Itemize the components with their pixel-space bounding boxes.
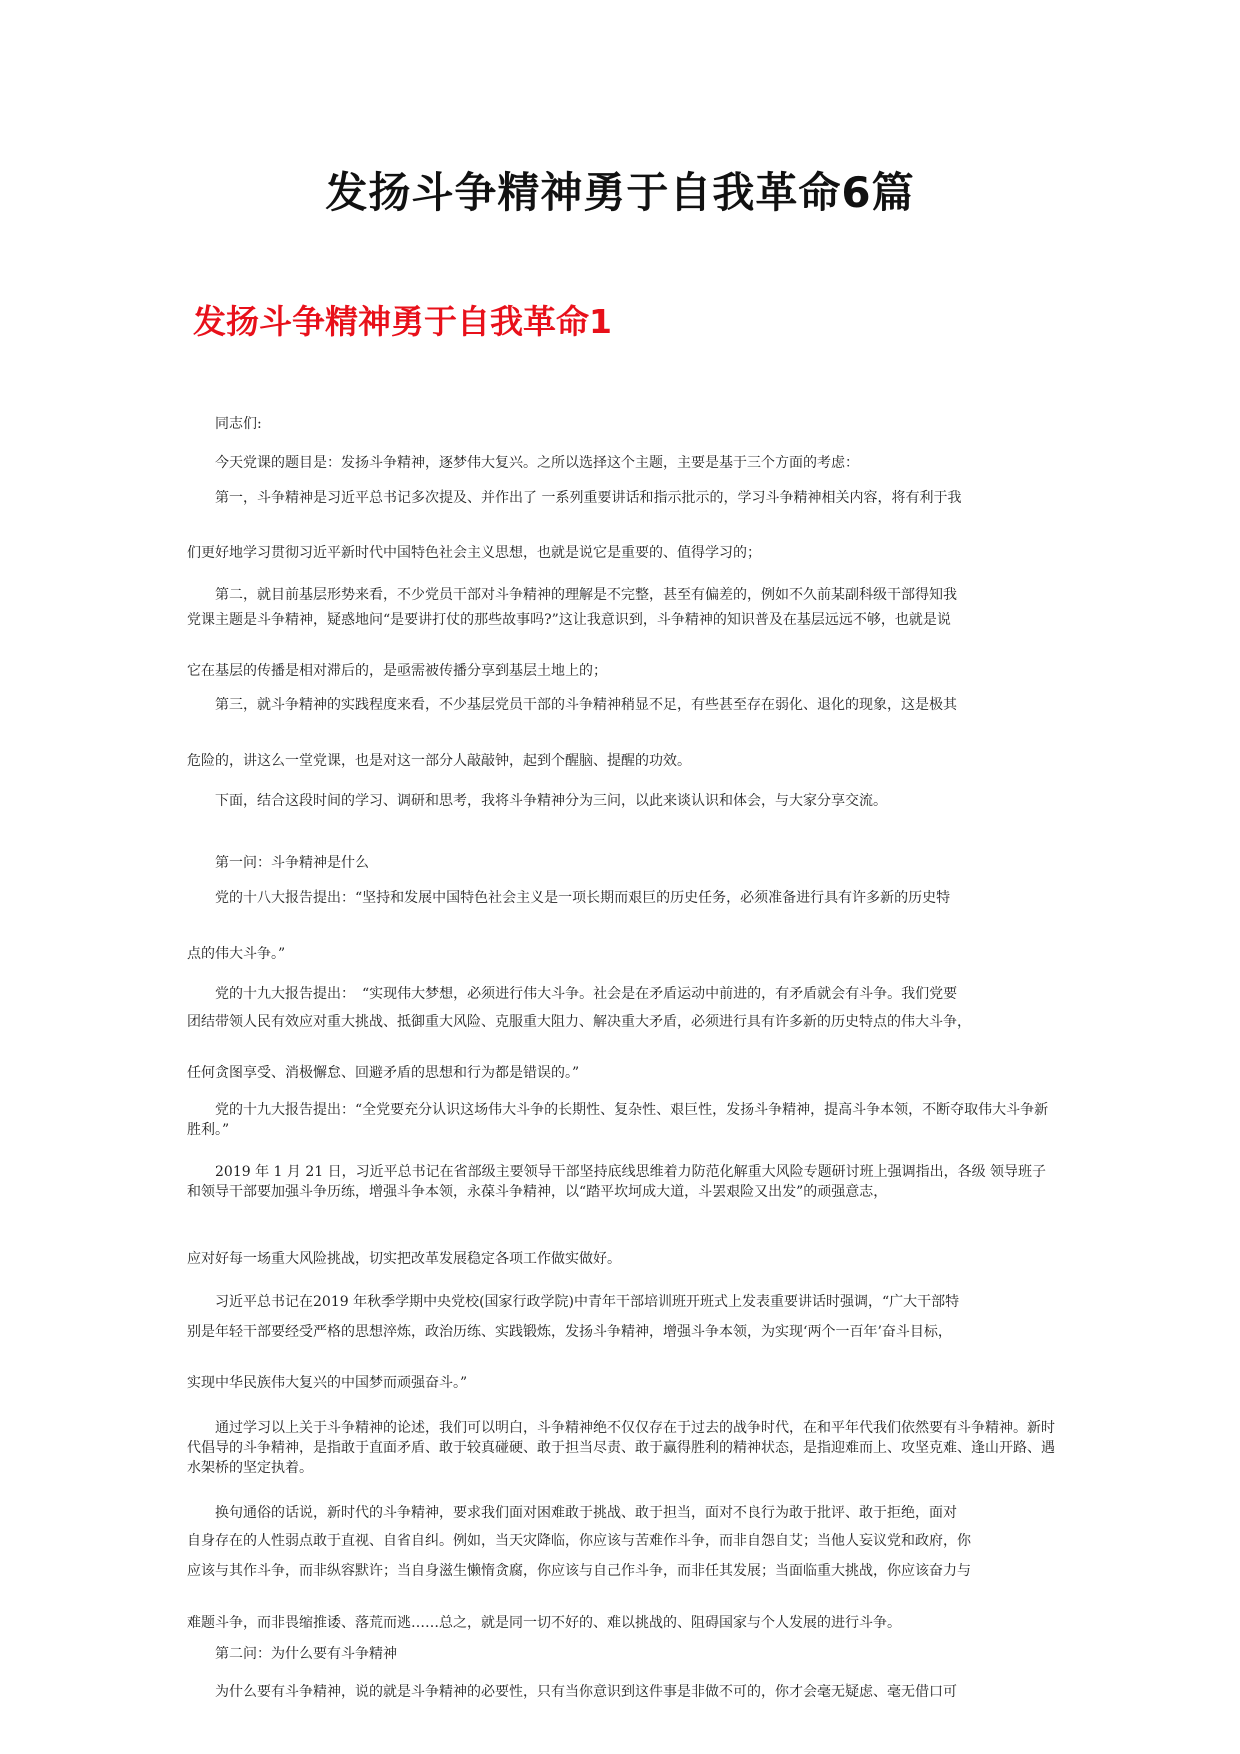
paragraph-line: 为什么要有斗争精神，说的就是斗争精神的必要性，只有当你意识到这件事是非做不可的，你才会毫无疑虑、毫无借口可 bbox=[215, 1684, 957, 1700]
section-title: 发扬斗争精神勇于自我革命1 bbox=[193, 302, 612, 341]
paragraph-line: 难题斗争，而非畏缩推诿、落荒而逃……总之，就是同一切不好的、难以挑战的、阻碍国家与个人发展的进行斗争。 bbox=[187, 1615, 901, 1631]
paragraph-line: 实现中华民族伟大复兴的中国梦而顽强奋斗。” bbox=[187, 1375, 468, 1391]
subheading-line: 第二问：为什么要有斗争精神 bbox=[215, 1646, 397, 1662]
paragraph-line: 换句通俗的话说，新时代的斗争精神，要求我们面对困难敢于挑战、敢于担当，面对不良行为敢于批评、敢于拒绝，面对 bbox=[215, 1505, 957, 1521]
paragraph-line: 党的十九大报告提出：“全党要充分认识这场伟大斗争的长期性、复杂性、艰巨性，发扬斗争精神，提高斗争本领，不断夺取伟大斗争新胜利。” bbox=[187, 1102, 1049, 1138]
paragraph-line: 们更好地学习贯彻习近平新时代中国特色社会主义思想，也就是说它是重要的、值得学习的； bbox=[187, 545, 761, 561]
document-title: 发扬斗争精神勇于自我革命6篇 bbox=[325, 168, 915, 217]
paragraph-line: 危险的，讲这么一堂党课，也是对这一部分人敲敲钟，起到个醒脑、提醒的功效。 bbox=[187, 753, 691, 769]
paragraph-line: 习近平总书记在2019 年秋季学期中央党校(国家行政学院)中青年干部培训班开班式上发表重要讲话时强调，“广大干部特 bbox=[215, 1294, 960, 1310]
subheading-line: 第一问：斗争精神是什么 bbox=[215, 855, 369, 871]
paragraph-line: 自身存在的人性弱点敢于直视、自省自纠。例如，当天灾降临，你应该与苦难作斗争，而非自怨自艾；当他人妄议党和政府，你 bbox=[187, 1533, 971, 1549]
paragraph-line: 第二，就目前基层形势来看，不少党员干部对斗争精神的理解是不完整，甚至有偏差的，例如不久前某副科级干部得知我 bbox=[215, 587, 957, 603]
paragraph-line: 2019 年 1 月 21 日，习近平总书记在省部级主要领导干部坚持底线思维着力防范化解重大风险专题研讨班上强调指出，各级 领导班子和领导干部要加强斗争历练，增强斗争本领，永葆斗争精神，以“踏平坎坷成大道，斗罢艰险又出发”的顽强意志， bbox=[187, 1164, 1047, 1200]
paragraph-line: 下面，结合这段时间的学习、调研和思考，我将斗争精神分为三问，以此来谈认识和体会，与大家分享交流。 bbox=[215, 793, 887, 809]
paragraph-line: 通过学习以上关于斗争精神的论述，我们可以明白，斗争精神绝不仅仅存在于过去的战争时代，在和平年代我们依然要有斗争精神。新时代倡导的斗争精神，是指敢于直面矛盾、敢于较真碰硬、敢于担当尽责、敢于赢得胜利的精神状态，是指迎难而上、攻坚克难、逢山开路、遇水架桥的坚定执着。 bbox=[187, 1420, 1055, 1476]
paragraph-line: 党课主题是斗争精神，疑惑地问“是要讲打仗的那些故事吗?”这让我意识到，斗争精神的知识普及在基层远远不够，也就是说 bbox=[187, 612, 951, 628]
paragraph-line: 同志们: bbox=[215, 416, 262, 432]
paragraph-line: 第三，就斗争精神的实践程度来看，不少基层党员干部的斗争精神稍显不足，有些甚至存在弱化、退化的现象，这是极其 bbox=[215, 697, 957, 713]
paragraph-line: 第一，斗争精神是习近平总书记多次提及、并作出了 一系列重要讲话和指示批示的，学习斗争精神相关内容，将有利于我 bbox=[215, 490, 962, 506]
paragraph-line: 党的十九大报告提出： “实现伟大梦想，必须进行伟大斗争。社会是在矛盾运动中前进的，有矛盾就会有斗争。我们党要 bbox=[215, 986, 958, 1002]
paragraph-line: 今天党课的题目是：发扬斗争精神，逐梦伟大复兴。之所以选择这个主题，主要是基于三个方面的考虑： bbox=[215, 455, 859, 471]
paragraph-line: 别是年轻干部要经受严格的思想淬炼，政治历练、实践锻炼，发扬斗争精神，增强斗争本领，为实现‘两个一百年’奋斗目标， bbox=[187, 1324, 952, 1340]
paragraph-line: 团结带领人民有效应对重大挑战、抵御重大风险、克服重大阻力、解决重大矛盾，必须进行具有许多新的历史特点的伟大斗争， bbox=[187, 1014, 971, 1030]
paragraph-line: 它在基层的传播是相对滞后的，是亟需被传播分享到基层土地上的； bbox=[187, 663, 607, 679]
paragraph-line: 应该与其作斗争，而非纵容默许；当自身滋生懒惰贪腐，你应该与自己作斗争，而非任其发展；当面临重大挑战，你应该奋力与 bbox=[187, 1563, 971, 1579]
paragraph-line: 任何贪图享受、消极懈怠、回避矛盾的思想和行为都是错误的。” bbox=[187, 1065, 580, 1081]
paragraph-line: 点的伟大斗争。” bbox=[187, 946, 286, 962]
paragraph-line: 党的十八大报告提出：“坚持和发展中国特色社会主义是一项长期而艰巨的历史任务，必须准备进行具有许多新的历史特 bbox=[215, 890, 951, 906]
paragraph-line: 应对好每一场重大风险挑战，切实把改革发展稳定各项工作做实做好。 bbox=[187, 1251, 621, 1267]
